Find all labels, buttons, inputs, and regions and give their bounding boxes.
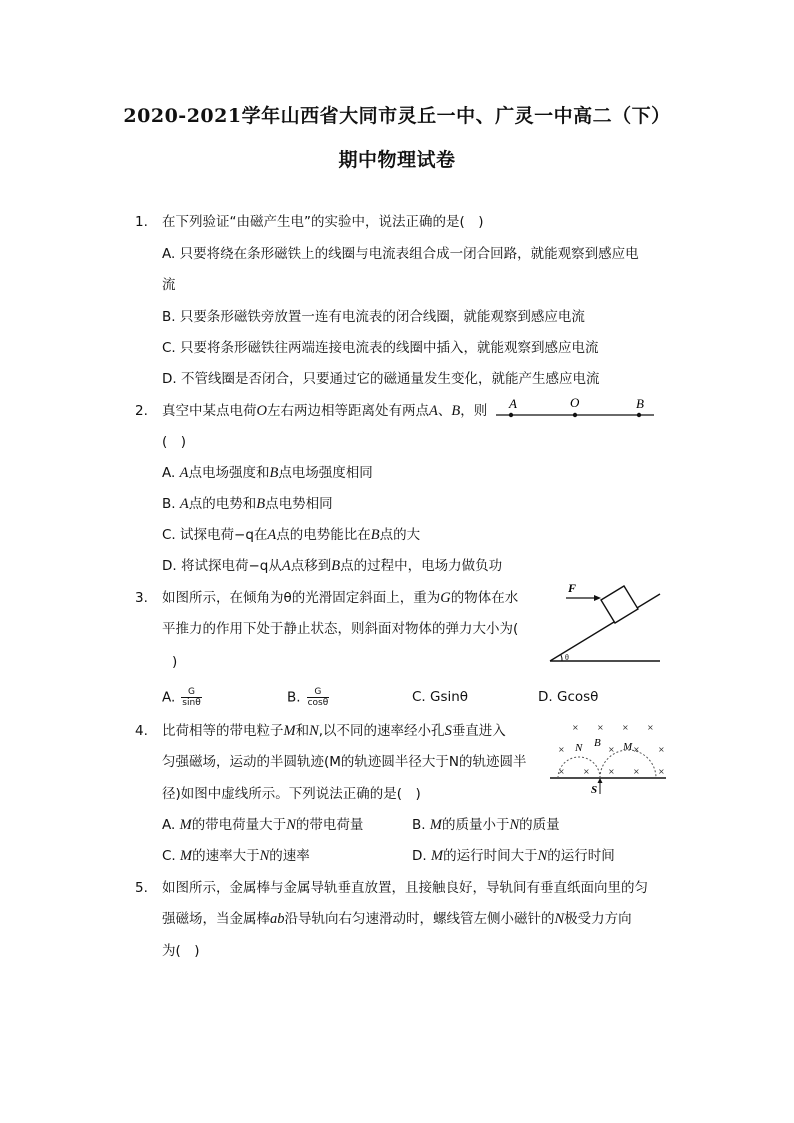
point-o-label: O xyxy=(570,395,580,410)
question-4-option-c: C. M的速率大于N的速率 xyxy=(162,848,310,864)
question-3-stem-line-2: 平推力的作用下处于静止状态，则斜面对物体的弹力大小为( xyxy=(162,621,519,637)
point-a-dot xyxy=(509,413,513,417)
magnetic-field-crosses xyxy=(558,723,665,776)
hole-s-label: S xyxy=(591,784,598,796)
question-4-stem-line-3: 径)如图中虚线所示。下列说法正确的是( ) xyxy=(162,786,421,802)
question-4-number: 4. xyxy=(135,723,148,739)
question-1-stem: 在下列验证“由磁产生电”的实验中，说法正确的是( ) xyxy=(162,214,484,230)
field-cross: × xyxy=(572,723,579,732)
field-cross: × xyxy=(622,723,629,732)
field-b-label: B xyxy=(594,737,601,749)
angle-arc xyxy=(561,655,562,661)
question-5-stem-line-2: 强磁场，当金属棒ab沿导轨向右匀速滑动时，螺线管左侧小磁针的N极受力方向 xyxy=(162,911,632,927)
question-5-stem-line-1: 如图所示，金属棒与金属导轨垂直放置，且接触良好，导轨间有垂直纸面向里的匀 xyxy=(162,880,648,896)
question-4-stem-line-2: 匀强磁场，运动的半圆轨迹(M的轨迹圆半径大于N的轨迹圆半 xyxy=(162,754,527,770)
question-2-option-d: D. 将试探电荷−q从A点移到B点的过程中，电场力做负功 xyxy=(162,558,503,574)
particle-m-label: M xyxy=(623,741,633,753)
question-2-figure xyxy=(494,392,662,422)
question-3-stem-line-1: 如图所示，在倾角为θ的光滑固定斜面上，重为G的物体在水 xyxy=(162,590,519,606)
question-4-stem-line-1: 比荷相等的带电粒子M和N,以不同的速率经小孔S垂直进入 xyxy=(162,723,506,739)
field-cross: × xyxy=(647,723,654,732)
question-1-number: 1. xyxy=(135,214,148,230)
question-1-option-c: C. 只要将条形磁铁往两端连接电流表的线圈中插入，就能观察到感应电流 xyxy=(162,340,599,356)
question-3-option-c: C. Gsinθ xyxy=(412,689,469,705)
question-2-stem: 真空中某点电荷O左右两边相等距离处有两点A、B，则 xyxy=(162,403,488,419)
page-title-line-1: 2020-2021学年山西省大同市灵丘一中、广灵一中高二（下） xyxy=(123,105,671,127)
field-cross: × xyxy=(658,745,665,754)
point-o-dot xyxy=(573,413,577,417)
particle-n-label: N xyxy=(575,742,583,754)
question-3-figure xyxy=(548,580,663,665)
question-4-option-d: D. M的运行时间大于N的运行时间 xyxy=(412,848,615,864)
question-3-stem-line-3: ) xyxy=(172,654,178,670)
field-cross: × xyxy=(633,745,640,754)
question-2-paren: ( ) xyxy=(162,434,187,450)
field-cross: × xyxy=(608,745,615,754)
field-cross: × xyxy=(583,767,590,776)
arrow-head-icon xyxy=(594,595,601,601)
question-3-number: 3. xyxy=(135,590,148,606)
point-b-label: B xyxy=(636,396,644,411)
point-a-label: A xyxy=(509,396,517,411)
question-2-option-c: C. 试探电荷−q在A点的电势能比在B点的大 xyxy=(162,527,421,543)
question-1-option-a: A. 只要将绕在条形磁铁上的线圈与电流表组合成一闭合回路，就能观察到感应电 xyxy=(162,246,639,262)
question-1-option-b: B. 只要条形磁铁旁放置一连有电流表的闭合线圈，就能观察到感应电流 xyxy=(162,309,585,325)
question-3-option-a: A. $\frac{G}{\sin\theta}$ xyxy=(162,687,201,708)
question-2-option-a: A. A点电场强度和B点电场强度相同 xyxy=(162,465,373,481)
question-5-stem-line-3: 为( ) xyxy=(162,943,200,959)
force-label: F xyxy=(568,581,577,595)
angle-label: θ xyxy=(565,653,569,662)
question-2-option-b: B. A点的电势和B点电势相同 xyxy=(162,496,333,512)
question-2-number: 2. xyxy=(135,403,148,419)
question-3-option-d: D. Gcosθ xyxy=(538,689,599,705)
field-cross: × xyxy=(558,745,565,754)
field-cross: × xyxy=(633,767,640,776)
field-cross: × xyxy=(597,723,604,732)
question-1-option-a-cont: 流 xyxy=(162,277,176,293)
question-4-option-b: B. M的质量小于N的质量 xyxy=(412,817,560,833)
field-cross: × xyxy=(558,767,565,776)
entry-arrow-head-icon xyxy=(598,778,603,783)
point-b-dot xyxy=(637,413,641,417)
page-title-line-2: 期中物理试卷 xyxy=(338,149,456,171)
field-cross: × xyxy=(658,767,665,776)
question-5-number: 5. xyxy=(135,880,148,896)
question-1-option-d: D. 不管线圈是否闭合，只要通过它的磁通量发生变化，就能产生感应电流 xyxy=(162,371,600,387)
question-4-option-a: A. M的带电荷量大于N的带电荷量 xyxy=(162,817,364,833)
block xyxy=(601,586,638,623)
question-3-option-b: B. $\frac{G}{\cos\theta}$ xyxy=(287,687,329,708)
field-cross: × xyxy=(608,767,615,776)
question-4-figure xyxy=(548,716,668,796)
